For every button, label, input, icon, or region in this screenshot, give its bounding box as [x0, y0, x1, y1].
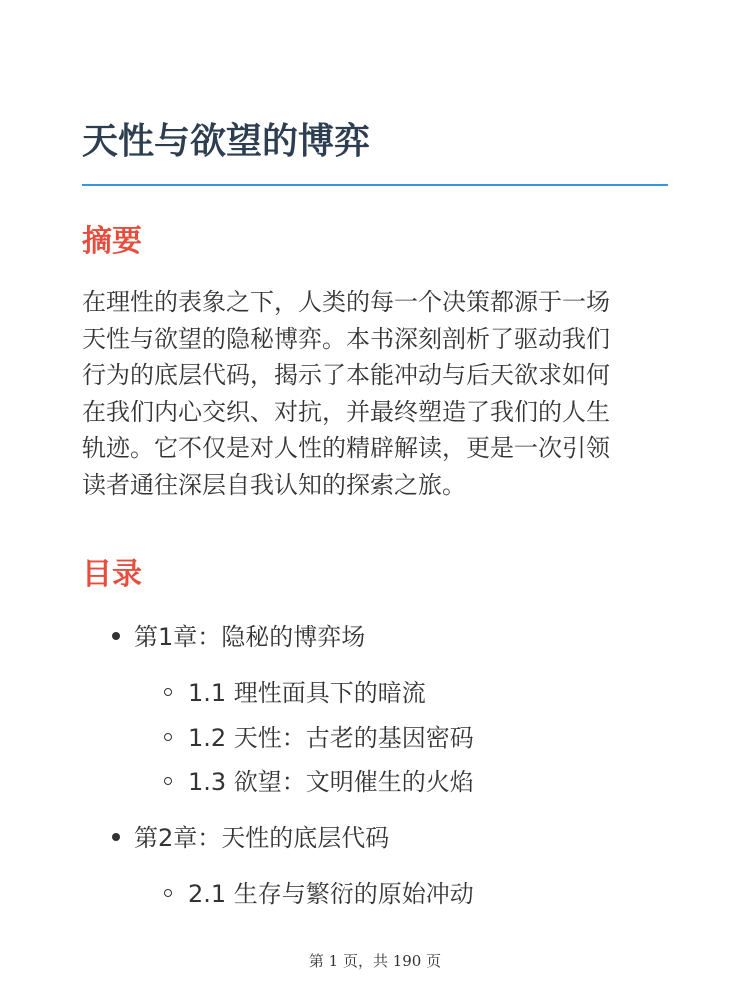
- abstract-line: 轨迹。它不仅是对人性的精辟解读，更是一次引领: [82, 434, 610, 462]
- abstract-line: 在理性的表象之下，人类的每一个决策都源于一场: [82, 288, 610, 316]
- bullet-disc-icon: [112, 632, 120, 640]
- toc-section-1-2: [164, 721, 474, 755]
- bullet-circle-icon: [164, 777, 172, 785]
- bullet-circle-icon: [164, 688, 172, 696]
- abstract-heading: 摘要: [82, 224, 142, 259]
- bullet-circle-icon: [164, 889, 172, 897]
- page-title: 天性与欲望的博弈: [82, 121, 371, 162]
- toc-section-2-1-label: 2.1 生存与繁衍的原始冲动: [188, 880, 474, 908]
- abstract-line: 天性与欲望的隐秘博弈。本书深刻剖析了驱动我们: [82, 324, 610, 353]
- toc-section-1-1: [164, 676, 426, 710]
- toc-chapter-2: [112, 821, 389, 855]
- toc-section-1-3-label: 1.3 欲望：文明催生的火焰: [188, 768, 474, 796]
- bullet-disc-icon: [112, 833, 120, 841]
- toc-chapter-1-label: 第1章：隐秘的博弈场: [134, 623, 366, 651]
- abstract-line: 读者通往深层自我认知的探索之旅。: [82, 470, 466, 499]
- toc-section-1-2-label: 1.2 天性：古老的基因密码: [188, 724, 474, 752]
- page-footer: 第 1 页，共 190 页: [308, 952, 442, 970]
- abstract-line: 在我们内心交织、对抗，并最终塑造了我们的人生: [82, 397, 610, 426]
- toc-section-1-3: [164, 765, 474, 799]
- toc-chapter-2-label: 第2章：天性的底层代码: [134, 824, 390, 852]
- bullet-circle-icon: [164, 733, 172, 741]
- toc-section-1-1-label: 1.1 理性面具下的暗流: [188, 679, 426, 707]
- toc-heading: 目录: [82, 557, 142, 592]
- toc-section-2-1: [164, 877, 474, 911]
- toc-chapter-1: [112, 620, 365, 654]
- abstract-line: 行为的底层代码，揭示了本能冲动与后天欲求如何: [82, 361, 610, 389]
